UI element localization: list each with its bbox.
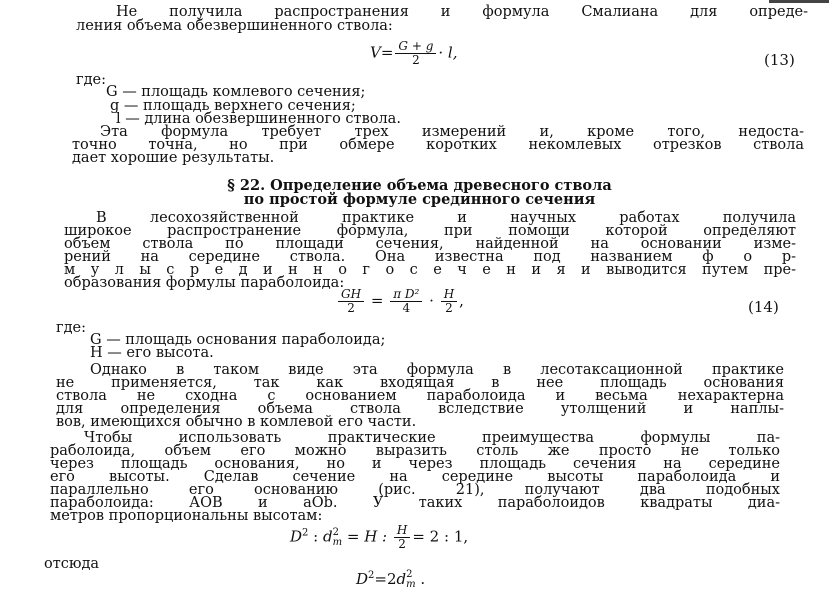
eq-sign: =2 (374, 570, 397, 588)
numerator: π D² (390, 288, 422, 302)
page-edge-mark (769, 0, 829, 3)
eq-sign: = (370, 291, 384, 310)
text-line: не применяется, так как входящая в нее площадь основания (56, 375, 784, 391)
sup-sub-stack (406, 570, 415, 590)
eq-mid: = H : (342, 527, 392, 546)
text-line: для определения объема ствола вследствие утолщений и наплы- (56, 401, 784, 417)
text-line: Эта формула требует трех измерений и, кроме того, недоста- (100, 124, 804, 140)
definition-item: G — площадь основания параболоида; (90, 332, 386, 348)
text-line: объем ствола по площади сечения, найденной на основании изме- (64, 236, 796, 252)
text-line: ствола не сходна с основанием параболоида и весьма нехарактерна (56, 388, 784, 404)
text-line: параллельно его основанию (рис. 21), получают два подобных (50, 482, 780, 498)
eq-var-v: V (370, 43, 381, 62)
eq-var-dm: d (396, 570, 407, 588)
sup-sub-stack (333, 528, 342, 548)
eq-rest: = 2 : 1, (412, 527, 469, 546)
fraction (395, 40, 436, 67)
section-title: § 22. Определение объема древесного ствола (227, 177, 612, 194)
numerator: G + g (395, 40, 436, 54)
superscript: 2 (302, 527, 309, 539)
numerator: GH (338, 288, 364, 302)
eq-dot: · (429, 291, 434, 310)
subscript: m (332, 536, 343, 548)
fraction (394, 524, 410, 551)
equation-number: (13) (764, 51, 795, 69)
equation-result (356, 570, 425, 590)
equation-proportion (290, 524, 468, 551)
denominator: 2 (347, 301, 355, 315)
equation-number: (14) (748, 298, 779, 316)
text-line: дает хорошие результаты. (72, 150, 275, 166)
text-line: рений на середине ствола. Она известна под названием ф о р- (64, 249, 796, 265)
definition-item: l — длина обезвершиненного ствола. (116, 111, 401, 127)
text-line: параболоида: АОВ и аОb. У таких параболоидов квадраты диа- (50, 495, 780, 511)
equation-14 (336, 288, 464, 315)
eq-var-d: D (290, 527, 303, 546)
text-line: точно точна, но при обмере коротких некомлевых отрезков ствола (72, 137, 804, 153)
where-label: где: (76, 72, 106, 88)
eq-var-d: D (356, 570, 369, 588)
text-line: его высоты. Сделав сечение на середине высоты параболоида и (50, 469, 780, 485)
eq-colon: : (308, 527, 323, 546)
text-line: отсюда (44, 556, 100, 572)
text-line: Однако в таком виде эта формула в лесотаксационной практике (90, 362, 784, 378)
numerator: H (441, 288, 457, 302)
text-line: вов, имеющихся обычно в комлевой его части. (56, 414, 417, 430)
subscript: m (406, 579, 416, 590)
fraction (441, 288, 457, 315)
denominator: 2 (412, 53, 420, 67)
superscript: 2 (368, 570, 375, 581)
eq-tail: · l, (438, 43, 458, 62)
definition-item: H — его высота. (90, 345, 214, 361)
eq-end: . (415, 570, 426, 588)
eq-tail: , (459, 291, 464, 310)
denominator: 2 (445, 301, 453, 315)
text-line: метров пропорциональны высотам: (50, 508, 323, 524)
equation-13 (370, 40, 457, 67)
fraction (338, 288, 364, 315)
denominator: 4 (402, 301, 411, 315)
eq-sign: = (380, 43, 394, 62)
denominator: 2 (398, 537, 406, 551)
text-line: Не получила распространения и формула Смалиана для опреде- (116, 4, 808, 20)
definition-item: G — площадь комлевого сечения; (106, 84, 366, 100)
text-line: образования формулы параболоида: (64, 275, 345, 291)
definition-item: g — площадь верхнего сечения; (110, 98, 356, 114)
text-line: В лесохозяйственной практике и научных работах получила (96, 210, 796, 226)
text-line: раболоида, объем его можно выразить столь же просто не только (50, 443, 780, 459)
fraction (390, 288, 422, 315)
superscript: 2 (332, 526, 339, 538)
text-line: Чтобы использовать практические преимущества формулы па- (84, 430, 780, 446)
text-line: широкое распространение формула, при помощи которой определяют (64, 223, 796, 239)
text-line: через площадь основания, но и через площадь сечения на середине (50, 456, 780, 472)
where-label: где: (56, 320, 86, 336)
section-subtitle: по простой формуле срединного сечения (243, 191, 596, 208)
numerator: H (394, 524, 410, 538)
text-line: ления объема обезвершиненного ствола: (76, 18, 393, 34)
superscript: 2 (406, 569, 413, 580)
eq-var-dm: d (323, 527, 333, 546)
text-line: м у л ы с р е д и н н о г о с е ч е н и я и выводится путем пре- (64, 262, 796, 278)
